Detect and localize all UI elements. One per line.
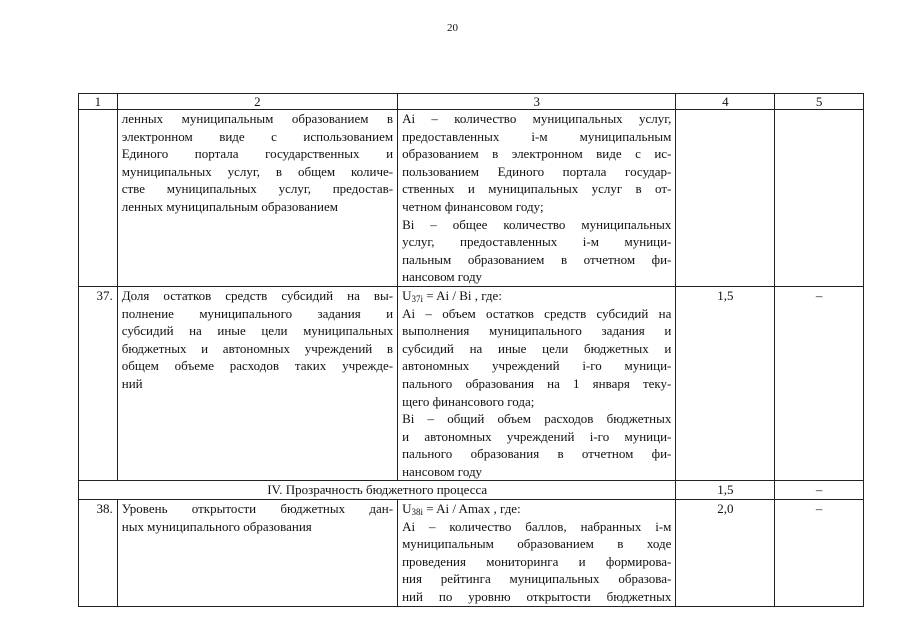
formula-line: пользованием Единого портала государ- — [402, 163, 672, 179]
formula-expression — [402, 500, 671, 518]
formula-line: Ai – количество муниципальных услуг, — [402, 111, 672, 126]
row-number — [79, 110, 118, 287]
weight-cell: 2,0 — [676, 500, 775, 607]
formula-symbol: U — [402, 287, 412, 303]
formula-line: Bi – общий объем расходов бюджетных — [402, 411, 672, 427]
description-line: ний — [121, 375, 143, 391]
note-cell: – — [775, 500, 864, 607]
section-row — [79, 481, 864, 500]
formula-line: проведения мониторинга и формирова- — [402, 553, 672, 569]
description-line: полнение муниципального задания и — [121, 305, 394, 321]
indicator-formula — [398, 286, 676, 481]
formula-line: выполнения муниципального задания и — [402, 323, 672, 339]
page-number: 20 — [447, 22, 458, 34]
table-header-row — [79, 94, 864, 110]
description-line: Единого портала государственных и — [121, 146, 394, 162]
weight-cell: 1,5 — [676, 481, 775, 500]
formula-symbol: U — [402, 501, 412, 517]
indicator-formula — [398, 500, 676, 607]
formula-line: образованием в электронном виде с ис- — [402, 146, 672, 162]
formula-line: муниципальным образованием в ходе — [402, 536, 672, 552]
description-line: субсидий на иные цели муниципальных — [121, 323, 394, 339]
formula-line: предоставленных i-м муниципальным — [402, 128, 672, 144]
formula-line: нансовом году — [402, 463, 483, 479]
weight-cell — [676, 110, 775, 287]
formula-line: ственных и муниципальных услуг в от- — [402, 181, 672, 197]
description-line: бюджетных и автономных учреждений в — [121, 340, 394, 356]
formula-subscript: 38i — [411, 507, 423, 518]
formula-expression — [402, 287, 671, 305]
indicator-formula — [398, 110, 676, 287]
formula-line: пального образования в отчетном фи- — [402, 446, 672, 462]
description-line: Доля остатков средств субсидий на вы- — [121, 287, 394, 303]
row-number: 38. — [79, 500, 118, 607]
formula-line: щего финансового года; — [402, 393, 535, 409]
formula-line: услуг, предоставленных i-м муници- — [402, 234, 672, 250]
formula-body: = Ai / Amax , где: — [422, 501, 521, 517]
indicator-description — [117, 110, 397, 287]
formula-line: и автономных учреждений i-го муници- — [402, 428, 672, 444]
formula-line: пального образования на 1 января теку- — [402, 375, 672, 391]
header-col-5: 5 — [775, 94, 864, 110]
header-col-2: 2 — [117, 94, 397, 110]
formula-line: автономных учреждений i-го муници- — [402, 358, 672, 374]
row-number: 37. — [79, 286, 118, 481]
indicator-description — [117, 286, 397, 481]
formula-line: Bi – общее количество муниципальных — [402, 216, 672, 232]
description-line: ленных муниципальным образованием — [121, 198, 338, 214]
indicators-table — [78, 93, 864, 607]
section-title: IV. Прозрачность бюджетного процесса — [79, 481, 676, 500]
note-cell: – — [775, 481, 864, 500]
description-line: муниципальных услуг, в общем количе- — [121, 163, 394, 179]
description-line: общем объеме расходов таких учрежде- — [121, 358, 394, 374]
description-line: ленных муниципальным образованием в — [121, 111, 394, 126]
header-col-4: 4 — [676, 94, 775, 110]
formula-line: Ai – количество баллов, набранных i-м — [402, 518, 672, 534]
table-row-37 — [79, 286, 864, 481]
table-row-38 — [79, 500, 864, 607]
indicator-description — [117, 500, 397, 607]
formula-line: ния рейтинга муниципальных образова- — [402, 571, 672, 587]
description-line: электронном виде с использованием — [121, 128, 394, 144]
formula-line: Ai – объем остатков средств субсидий на — [402, 305, 672, 321]
weight-cell: 1,5 — [676, 286, 775, 481]
formula-body: = Ai / Bi , где: — [422, 287, 502, 303]
table-row-continuation — [79, 110, 864, 287]
note-cell: – — [775, 286, 864, 481]
note-cell — [775, 110, 864, 287]
formula-subscript: 37i — [411, 293, 423, 304]
description-line: Уровень открытости бюджетных дан- — [121, 501, 394, 517]
description-line: стве муниципальных услуг, предостав- — [121, 181, 394, 197]
formula-line: ний по уровню открытости бюджетных — [402, 589, 672, 605]
formula-line: пальным образованием в отчетном фи- — [402, 251, 672, 267]
header-col-3: 3 — [398, 94, 676, 110]
description-line: ных муниципального образования — [121, 518, 312, 534]
formula-line: нансовом году — [402, 269, 483, 285]
formula-line: субсидий на иные цели бюджетных и — [402, 340, 672, 356]
formula-line: четном финансовом году; — [402, 198, 544, 214]
header-col-1: 1 — [79, 94, 118, 110]
